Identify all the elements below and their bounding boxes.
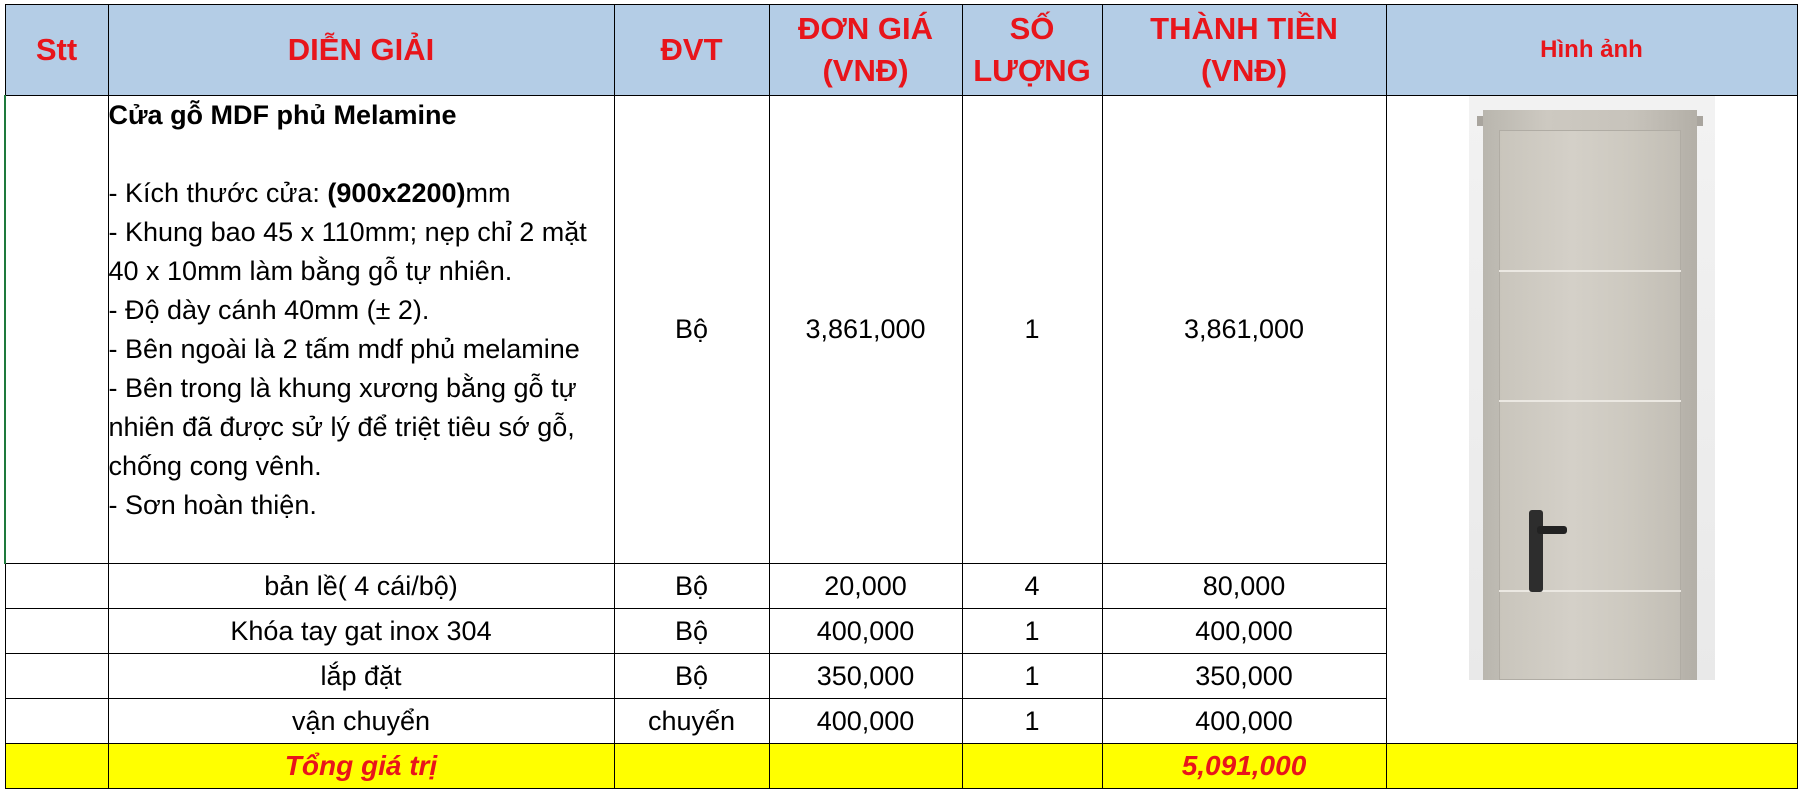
unit-cell: Bộ [614, 654, 769, 699]
total-image-cell [1386, 744, 1797, 789]
quantity-cell: 1 [962, 96, 1102, 564]
spec-line: - Bên trong là khung xương bằng gỗ tự nhiên đã được sử lý để triệt tiêu sớ gỗ, chống cong vênh. [108, 373, 577, 481]
table-header [5, 5, 1797, 96]
description-cell [108, 96, 614, 564]
spec-line: - Độ dày cánh 40mm (± 2). [108, 295, 430, 325]
stt-cell [5, 96, 108, 564]
amount-cell: 80,000 [1102, 564, 1386, 609]
total-row [5, 744, 1797, 789]
door-lever [1537, 526, 1567, 534]
spec-line: - Khung bao 45 x 110mm; nẹp chỉ 2 mặt 40 x 10mm làm bằng gỗ tự nhiên. [108, 217, 587, 286]
stt-cell [5, 654, 108, 699]
total-stt-cell [5, 744, 108, 789]
unit-price-cell: 3,861,000 [769, 96, 962, 564]
spec-line: - Bên ngoài là 2 tấm mdf phủ melamine [108, 334, 580, 364]
total-unit-cell [614, 744, 769, 789]
table-row [5, 96, 1797, 564]
unit-cell: Bộ [614, 609, 769, 654]
door-size-suffix: mm [465, 178, 511, 208]
description-cell: bản lề( 4 cái/bộ) [108, 564, 614, 609]
quantity-cell: 1 [962, 609, 1102, 654]
total-label: Tổng giá trị [108, 744, 614, 789]
door-size-prefix: - Kích thước cửa: [108, 178, 328, 208]
header-quantity: SỐ LƯỢNG [962, 5, 1102, 96]
door-handle [1529, 510, 1543, 592]
header-amount: THÀNH TIỀN (VNĐ) [1102, 5, 1386, 96]
total-amount: 5,091,000 [1102, 744, 1386, 789]
unit-price-cell: 350,000 [769, 654, 962, 699]
spec-line: - Sơn hoàn thiện. [108, 490, 317, 520]
quantity-cell: 1 [962, 654, 1102, 699]
unit-cell: Bộ [614, 96, 769, 564]
stt-cell [5, 564, 108, 609]
door-groove [1499, 270, 1681, 272]
description-cell: Khóa tay gat inox 304 [108, 609, 614, 654]
header-image: Hình ảnh [1386, 5, 1797, 96]
stt-cell [5, 609, 108, 654]
unit-price-cell: 400,000 [769, 699, 962, 744]
door-size-line [109, 174, 614, 213]
unit-price-cell: 400,000 [769, 609, 962, 654]
door-leaf [1499, 130, 1681, 680]
door-photo [1469, 96, 1715, 680]
amount-cell: 350,000 [1102, 654, 1386, 699]
header-description: DIỄN GIẢI [108, 5, 614, 96]
unit-cell: Bộ [614, 564, 769, 609]
unit-cell: chuyến [614, 699, 769, 744]
door-groove [1499, 590, 1681, 592]
description-cell: lắp đặt [108, 654, 614, 699]
total-unit-price-cell [769, 744, 962, 789]
amount-cell: 400,000 [1102, 609, 1386, 654]
item-title: Cửa gỗ MDF phủ Melamine [108, 100, 457, 130]
header-stt: Stt [5, 5, 108, 96]
quantity-cell: 1 [962, 699, 1102, 744]
door-groove [1499, 400, 1681, 402]
quotation-table [4, 4, 1798, 789]
amount-cell: 3,861,000 [1102, 96, 1386, 564]
door-size-value: (900x2200) [327, 178, 466, 208]
description-cell: vận chuyển [108, 699, 614, 744]
quantity-cell: 4 [962, 564, 1102, 609]
image-cell [1386, 96, 1797, 744]
total-quantity-cell [962, 744, 1102, 789]
amount-cell: 400,000 [1102, 699, 1386, 744]
header-unit-price: ĐƠN GIÁ (VNĐ) [769, 5, 962, 96]
header-unit: ĐVT [614, 5, 769, 96]
stt-cell [5, 699, 108, 744]
unit-price-cell: 20,000 [769, 564, 962, 609]
